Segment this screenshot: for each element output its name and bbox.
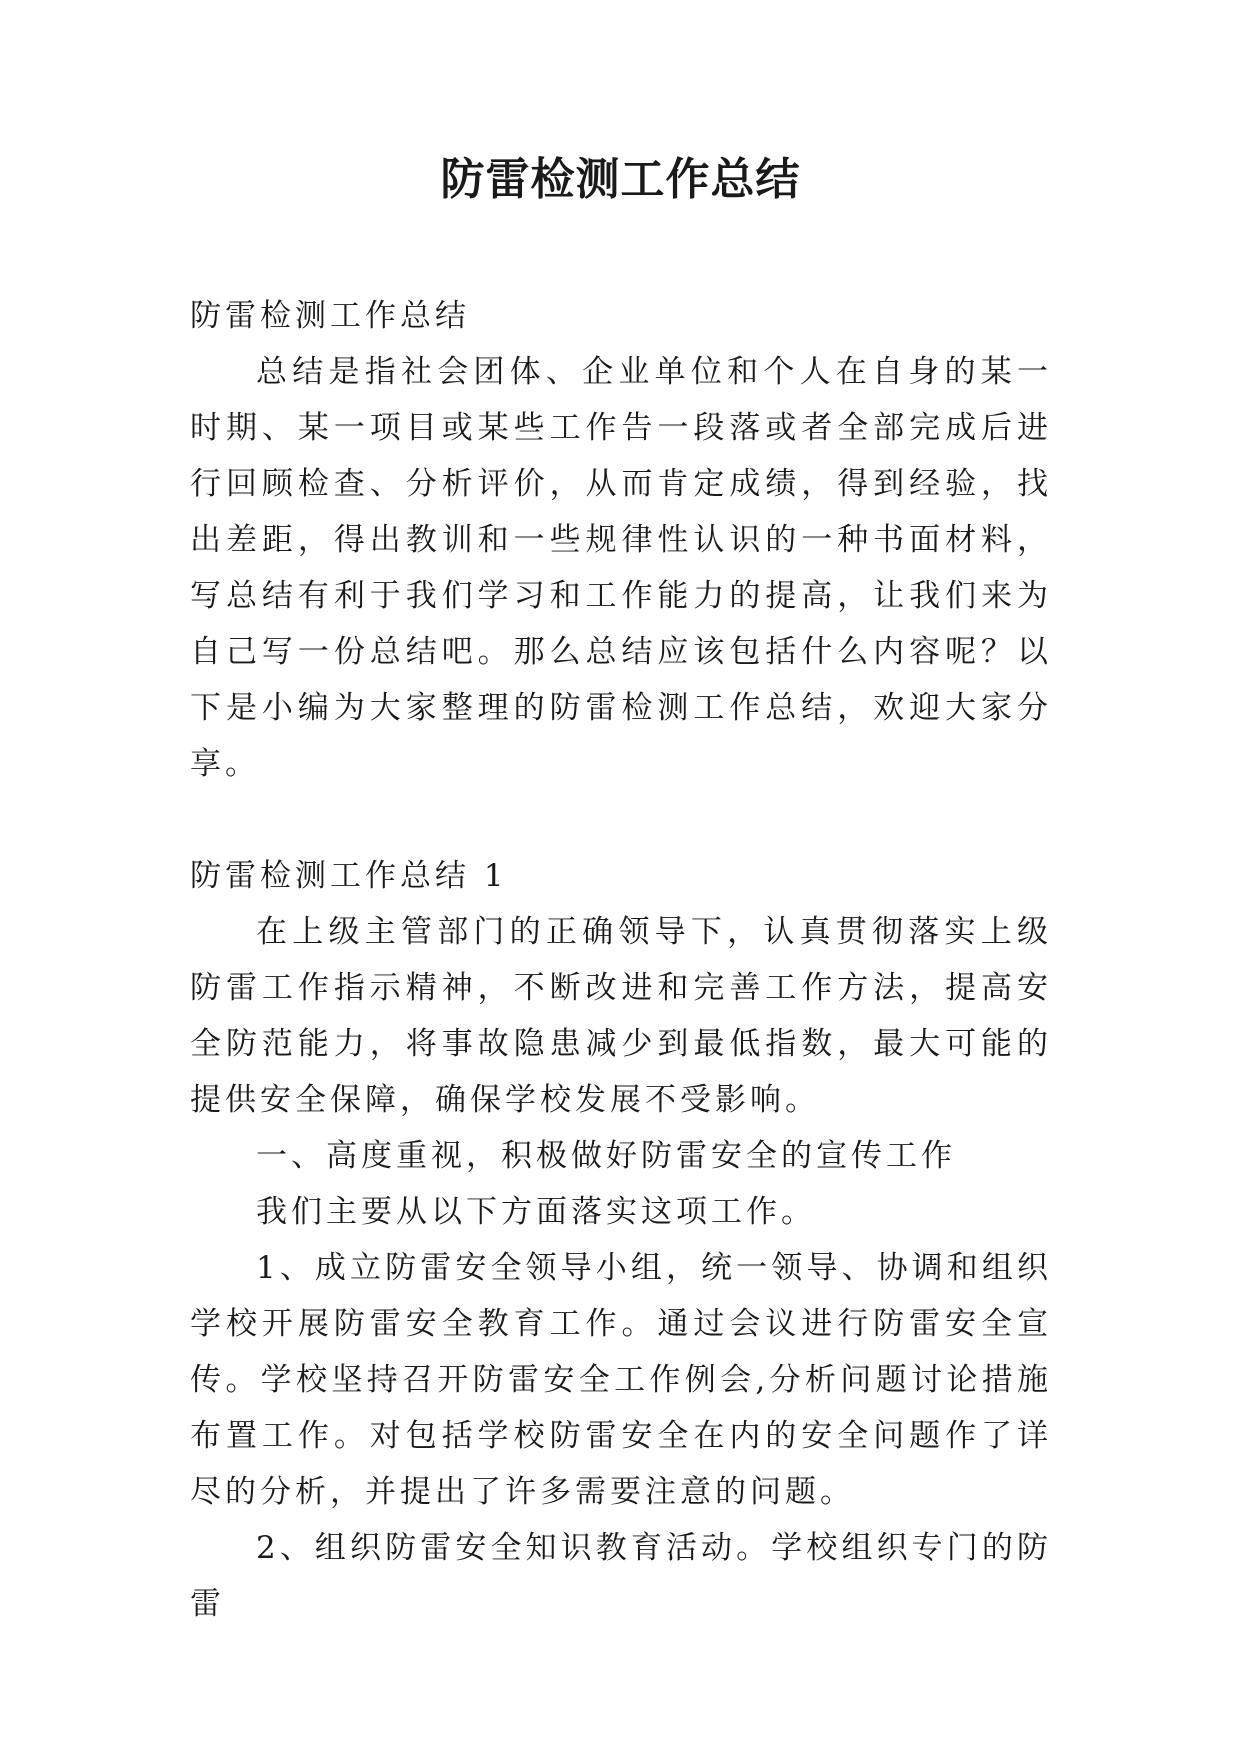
document-title: 防雷检测工作总结 xyxy=(440,154,801,205)
intro-paragraph: 总结是指社会团体、企业单位和个人在自身的某一时期、某一项目或某些工作告一段落或者全部完成后进行回顾检查、分析评价，从而肯定成绩，得到经验，找出差距，得出教训和一些规律性认识的一种书面材料，写总结有利于我们学习和工作能力的提高，让我们来为自己写一份总结吧。那么总结应该包括什么内容呢？以下是小编为大家整理的防雷检测工作总结，欢迎大家分享。 xyxy=(190,354,1052,782)
section-spacer xyxy=(190,792,1052,848)
section1-subheading: 一、高度重视，积极做好防雷安全的宣传工作 xyxy=(256,1138,956,1174)
section1-paragraph: 在上级主管部门的正确领导下，认真贯彻落实上级防雷工作指示精神，不断改进和完善工作方法，提高安全防范能力，将事故隐患减少到最低指数，最大可能的提供安全保障，确保学校发展不受影响。 xyxy=(190,914,1052,1118)
document-body xyxy=(190,288,1052,1632)
section1-paragraph: 1、成立防雷安全领导小组，统一领导、协调和组织学校开展防雷安全教育工作。通过会议进行防雷安全宣传。学校坚持召开防雷安全工作例会,分析问题讨论措施布置工作。对包括学校防雷安全在内的安全问题作了详尽的分析，并提出了许多需要注意的问题。 xyxy=(190,1250,1052,1510)
section1-paragraph: 2、组织防雷安全知识教育活动。学校组织专门的防雷 xyxy=(190,1530,1052,1622)
section1-heading: 防雷检测工作总结 1 xyxy=(190,858,508,894)
intro-heading: 防雷检测工作总结 xyxy=(190,298,470,334)
section1-paragraph: 我们主要从以下方面落实这项工作。 xyxy=(256,1194,816,1230)
